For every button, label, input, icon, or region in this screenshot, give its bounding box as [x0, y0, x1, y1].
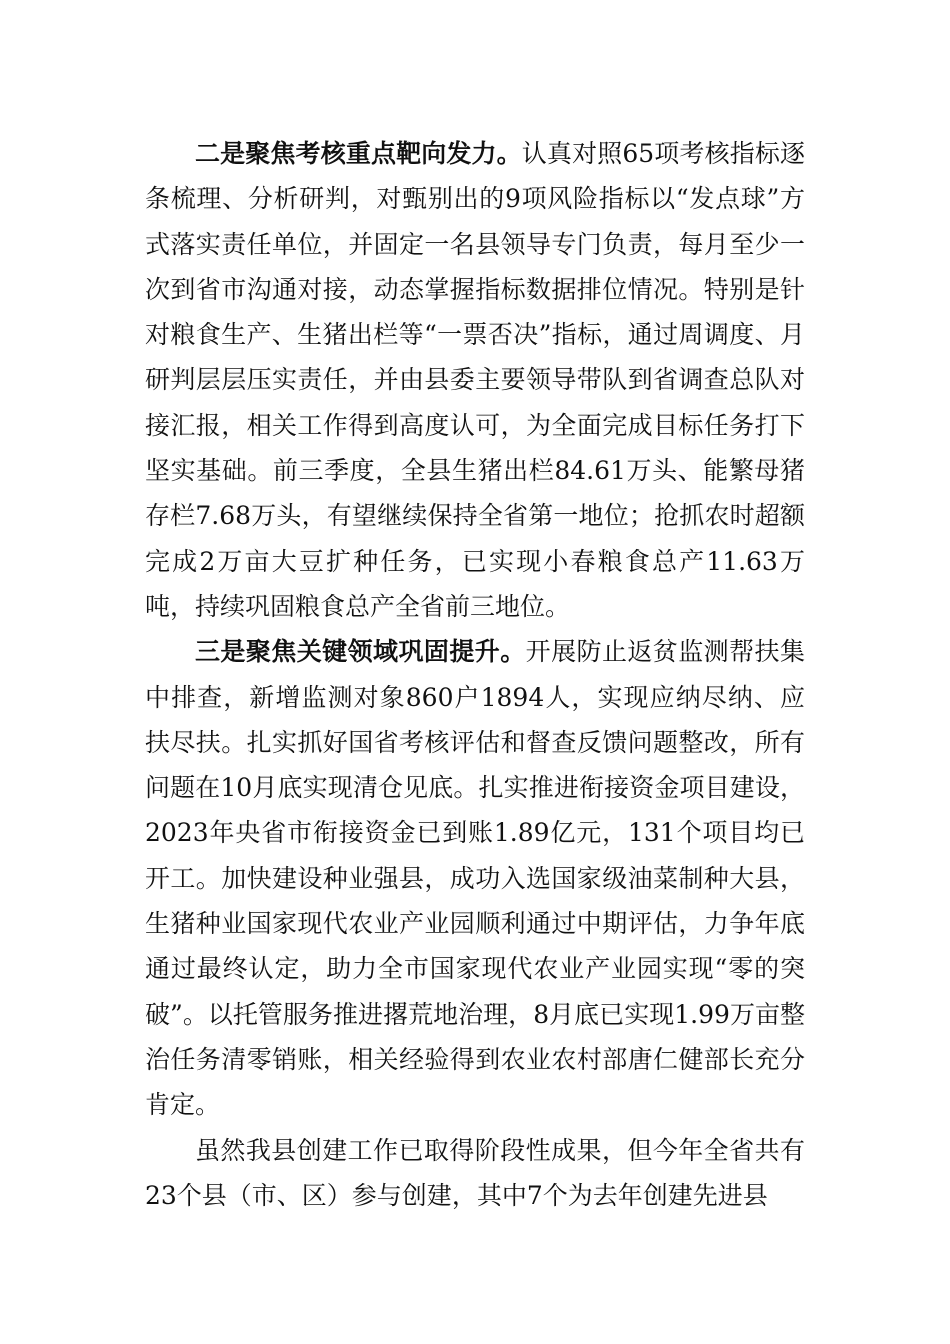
paragraph-lead-heading: 三是聚焦关键领域巩固提升。	[195, 637, 526, 667]
paragraph-focus-key-areas	[145, 629, 805, 1127]
paragraph-focus-assessment	[145, 131, 805, 629]
paragraph-challenges	[145, 1128, 805, 1219]
paragraph-text: 开展防止返贫监测帮扶集中排查，新增监测对象860户1894人，实现应纳尽纳、应扶尽扶。扎实抓好国省考核评估和督查反馈问题整改，所有问题在10月底实现清仓见底。扎实推进衔接资金项目建设，2023年央省市衔接资金已到账1.89亿元，131个项目均已开工。加快建设种业强县，成功入选国家级油菜制种大县，生猪种业国家现代农业产业园顺利通过中期评估，力争年底通过最终认定，助力全市国家现代农业产业园实现“零的突破”。以托管服务推进撂荒地治理，8月底已实现1.99万亩整治任务清零销账，相关经验得到农业农村部唐仁健部长充分肯定。	[145, 637, 805, 1120]
document-body	[145, 131, 805, 1218]
paragraph-lead-heading: 二是聚焦考核重点靶向发力。	[195, 139, 522, 168]
paragraph-text: 认真对照65项考核指标逐条梳理、分析研判，对甄别出的9项风险指标以“发点球”方式落实责任单位，并固定一名县领导专门负责，每月至少一次到省市沟通对接，动态掌握指标数据排位情况。特别是针对粮食生产、生猪出栏等“一票否决”指标，通过周调度、月研判层层压实责任，并由县委主要领导带队到省调查总队对接汇报，相关工作得到高度认可，为全面完成目标任务打下坚实基础。前三季度，全县生猪出栏84.61万头、能繁母猪存栏7.68万头，有望继续保持全省第一地位；抢抓农时超额完成2万亩大豆扩种任务，已实现小春粮食总产11.63万吨，持续巩固粮食总产全省前三地位。	[145, 139, 805, 621]
paragraph-text: 虽然我县创建工作已取得阶段性成果，但今年全省共有23个县（市、区）参与创建，其中7个为去年创建先进县	[145, 1135, 805, 1210]
